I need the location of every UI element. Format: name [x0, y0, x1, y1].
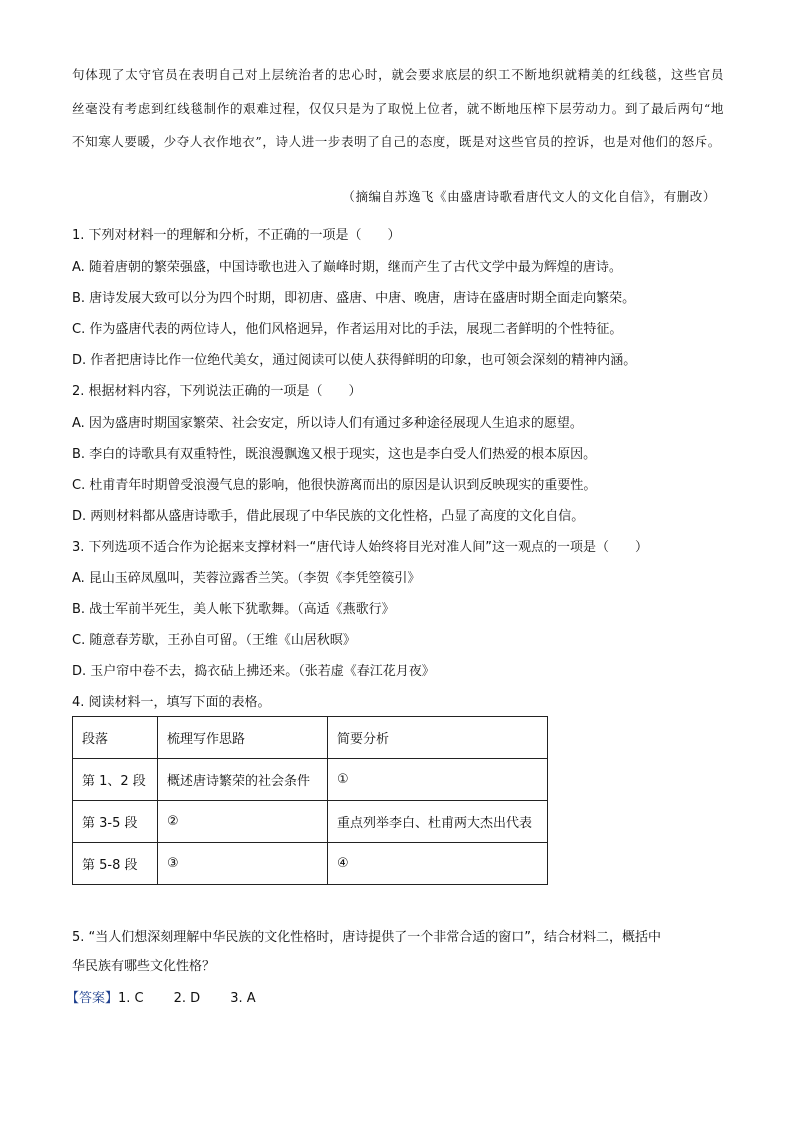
table-header-cell: 梳理写作思路: [158, 717, 328, 759]
answer-item: 2. D: [173, 991, 201, 1006]
question-2-option-c: C. 杜甫青年时期曾受浪漫气息的影响，他很快游离而出的原因是认识到反映现实的重要性。: [72, 478, 597, 493]
table-cell: ②: [158, 801, 328, 843]
table-row: [73, 759, 548, 801]
table-cell: 概述唐诗繁荣的社会条件: [158, 759, 328, 801]
question-2-stem: 2. 根据材料内容，下列说法正确的一项是（ ）: [72, 384, 362, 399]
question-3-option-d: D. 玉户帘中卷不去，捣衣砧上拂还来。（张若虚《春江花月夜》: [72, 664, 435, 679]
table-header-cell: 简要分析: [328, 717, 548, 759]
question-2-option-d: D. 两则材料都从盛唐诗歌手，借此展现了中华民族的文化性格，凸显了高度的文化自信。: [72, 509, 585, 524]
table-header-row: [73, 717, 548, 759]
source-note: （摘编自苏逸飞《由盛唐诗歌看唐代文人的文化自信》，有删改）: [342, 189, 716, 204]
table-cell: 第 3-5 段: [73, 801, 158, 843]
question-2-option-b: B. 李白的诗歌具有双重特性，既浪漫飘逸又根于现实，这也是李白受人们热爱的根本原因。: [72, 447, 597, 462]
table-row: [73, 843, 548, 885]
table-cell: 第 5-8 段: [73, 843, 158, 885]
table-cell: 第 1、2 段: [73, 759, 158, 801]
question-1-option-b: B. 唐诗发展大致可以分为四个时期，即初唐、盛唐、中唐、晚唐，唐诗在盛唐时期全面走向繁荣。: [72, 291, 636, 306]
question-3-option-b: B. 战士军前半死生，美人帐下犹歌舞。（高适《燕歌行》: [72, 602, 395, 617]
answer-key-label: 【答案】: [66, 991, 119, 1006]
table-cell: 重点列举李白、杜甫两大杰出代表: [328, 801, 548, 843]
question-4-stem: 4. 阅读材料一，填写下面的表格。: [72, 695, 271, 710]
question-2-option-a: A. 因为盛唐时期国家繁荣、社会安定，所以诗人们有通过多种途径展现人生追求的愿望。: [72, 416, 583, 431]
table-row: [73, 801, 548, 843]
intro-paragraph: 句体现了太守官员在表明自己对上层统治者的忠心时，就会要求底层的织工不断地织就精美的红线毯，这些官员丝毫没有考虑到红线毯制作的艰难过程，仅仅只是为了取悦上位者，就不断地压榨下层劳动力。到了最后两句“地不知寒人要暖，少夺人衣作地衣”，诗人进一步表明了自己的态度，既是对这些官员的控诉，也是对他们的怒斥。: [72, 67, 724, 149]
answer-line: [66, 987, 256, 1006]
outline-table: [72, 716, 548, 885]
question-5-line-2: 华民族有哪些文化性格？: [72, 959, 216, 974]
question-3-stem: 3. 下列选项不适合作为论据来支撑材料一“唐代诗人始终将目光对准人间”这一观点的一项是（ ）: [72, 540, 649, 555]
table-cell: ③: [158, 843, 328, 885]
question-5-line-1: 5. “当人们想深刻理解中华民族的文化性格时，唐诗提供了一个非常合适的窗口”，结合材料二，概括中: [72, 930, 662, 945]
answer-item: 1. C: [118, 991, 144, 1006]
question-1-stem: 1. 下列对材料一的理解和分析，不正确的一项是（ ）: [72, 228, 401, 243]
table-cell: ④: [328, 843, 548, 885]
question-3-option-a: A. 昆山玉碎凤凰叫，芙蓉泣露香兰笑。（李贺《李凭箜篌引》: [72, 571, 421, 586]
question-1-option-a: A. 随着唐朝的繁荣强盛，中国诗歌也进入了巅峰时期，继而产生了古代文学中最为辉煌的唐诗。: [72, 260, 622, 275]
answer-item: 3. A: [230, 991, 256, 1006]
question-1-option-d: D. 作者把唐诗比作一位绝代美女，通过阅读可以使人获得鲜明的印象，也可领会深刻的精神内涵。: [72, 353, 637, 368]
question-3-option-c: C. 随意春芳歇，王孙自可留。（王维《山居秋暝》: [72, 633, 356, 648]
question-1-option-c: C. 作为盛唐代表的两位诗人，他们风格迥异，作者运用对比的手法，展现二者鲜明的个性特征。: [72, 322, 623, 337]
table-cell: ①: [328, 759, 548, 801]
table-header-cell: 段落: [73, 717, 158, 759]
